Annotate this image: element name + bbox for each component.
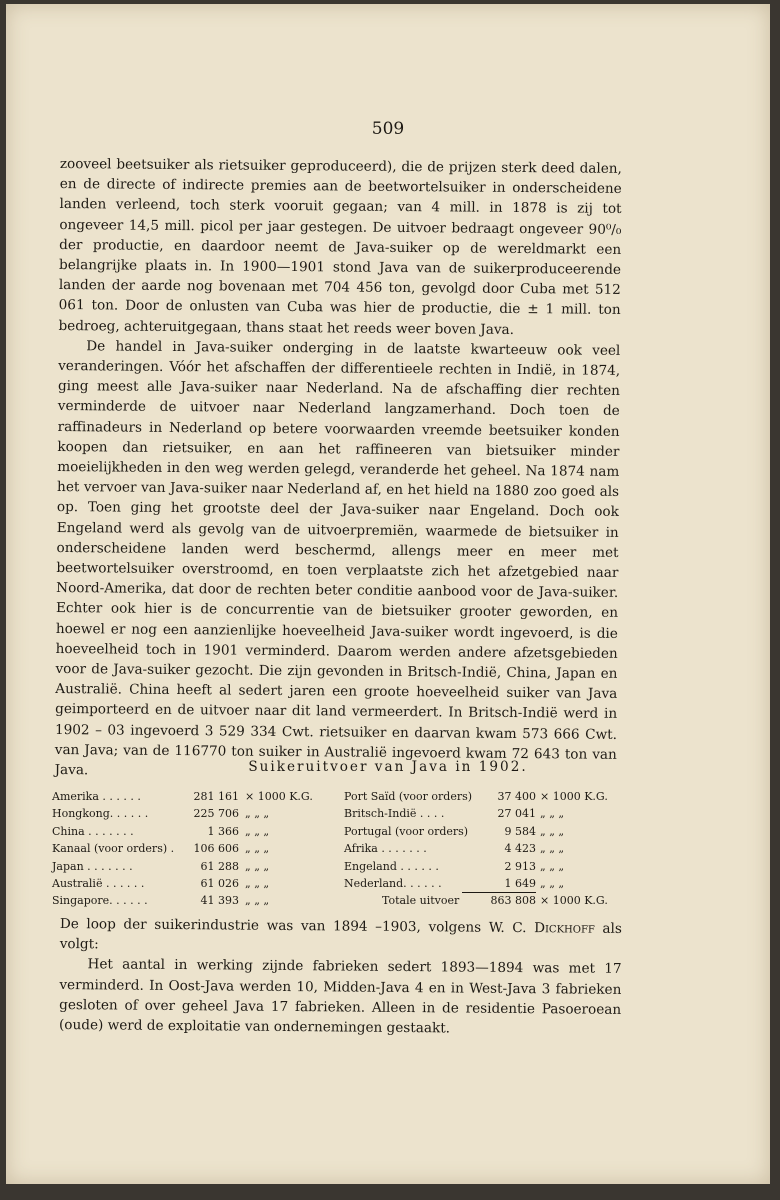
table-row: [344, 805, 634, 822]
export-value: 281 161: [193, 790, 239, 803]
table-row: [52, 823, 307, 840]
table-total-row: [344, 892, 634, 909]
export-value: 61 288: [200, 859, 239, 873]
page-number: 509: [371, 119, 405, 139]
unit: „ „ „: [245, 807, 270, 821]
country-name: Kanaal (voor orders) .: [52, 842, 175, 856]
export-value: 225 706: [193, 807, 239, 821]
table-row: [344, 788, 634, 805]
table-row: [52, 805, 307, 822]
unit: „ „ „: [540, 842, 565, 856]
export-value: 9 584: [504, 824, 536, 838]
export-table: [52, 788, 628, 908]
total-label: Totale uitvoer: [382, 894, 460, 908]
unit: × 1000 K.G.: [245, 790, 313, 803]
paragraph-2: De handel in Java-suiker onderging in de laatste kwarteeuw ook veel veranderingen. Vóór het afschaffen der differentieele rechten in Indië, in 1874, ging meest alle Java-suiker naar Nederland. Na de afschaffing dier rechten verminderde de uitvoer naar Nederland langzamerhand. Doch toen de raffinadeurs in Nederland op betere voorwaarden vreemde beetsuiker konden koopen dan rietsuiker, en aan het raffineeren van bietsuiker minder moeielijkheden in den weg werden gelegd, veranderde het geheel. Na 1874 nam het vervoer van Java-suiker naar Nederland af, en het hield na 1880 zoo goed als op. Toen ging het grootste deel der Java-suiker naar Engeland. Doch ook Engeland werd als gevolg van de uitvoerpremiën, waarmede de bietsuiker in onderscheidene landen werd beschermd, allengs meer en meer met beetwortelsuiker overstroomd, en toen verplaatste zich het afzetgebied naar Noord-Amerika, dat door de rechten beter conditie aanbood voor de Java-suiker. Echter ook hier is de concurrentie van de bietsuiker grooter geworden, en hoewel er nog een aanzienlijke hoeveelheid Java-suiker wordt ingevoerd, is die hoeveelheid toch in 1901 verminderd. Daarom werden andere afzetsgebieden voor de Java-suiker gezocht. Die zijn gevonden in Britsch-Indië, China, Japan en Australië. China heeft al sedert jaren een groote hoeveelheid suiker van Java geimporteerd en de uitvoer naar dit land vermeerdert. In Britsch-Indië werd in 1902 – 03 ingevoerd 3 529 334 Cwt. rietsuiker en daarvan kwam 573 666 Cwt. van Java; van de 116770 ton suiker in Australië ingevoerd kwam 72 643 ton van Java.: [54, 338, 621, 779]
unit: „ „ „: [245, 876, 270, 890]
paragraph-1: zooveel beetsuiker als rietsuiker geproduceerd), die de prijzen sterk deed dalen, en de directe of indirecte premies aan de beetwortelsuiker in onderscheidene landen verleend, toch sterk vooruit gegaan; van 4 mill. in 1878 is zij tot ongeveer 14,5 mill. picol per jaar gestegen. De uitvoer bedraagt ongeveer 90⁰/₀ der productie, en daardoor neemt de Java-suiker op de wereldmarkt een belangrijke plaats in. In 1900—1901 stond Java van de suikerproduceerende landen der aarde nog bovenaan met 704 456 ton, gevolgd door Cuba met 512 061 ton. Door de onlusten van Cuba was hier de productie, die ± 1 mill. ton bedroeg, achteruitgegaan, thans staat het reeds weer boven Java.: [58, 155, 622, 338]
table-row: [344, 858, 634, 875]
table-right-column: [344, 788, 634, 910]
unit: „ „ „: [540, 807, 565, 821]
table-title: Suikeruitvoer van Java in 1902.: [248, 759, 528, 775]
unit: „ „ „: [540, 876, 565, 890]
table-row: [52, 788, 313, 805]
export-value: 1 649: [462, 875, 536, 893]
export-value: 1 366: [207, 824, 239, 838]
lower-text: [59, 914, 622, 1040]
export-value: 27 041: [497, 807, 536, 821]
unit: „ „ „: [245, 842, 270, 856]
country-name: China . . . . . . .: [52, 824, 134, 838]
table-row: [52, 840, 307, 857]
table-row: [52, 875, 307, 892]
country-name: Port Saïd (voor orders): [344, 790, 473, 803]
unit: „ „ „: [245, 824, 270, 838]
total-unit: × 1000 K.G.: [540, 894, 608, 908]
country-name: Engeland . . . . . .: [344, 859, 439, 873]
unit: × 1000 K.G.: [540, 790, 608, 803]
country-name: Amerika . . . . . .: [52, 790, 141, 803]
table-left-column: [52, 788, 313, 910]
unit: „ „ „: [245, 859, 270, 873]
book-page: [6, 4, 770, 1184]
paragraph-3-start: De loop der suikerindustrie was van 1894 –1903, volgens W. C.: [59, 915, 535, 937]
export-value: 37 400: [497, 790, 536, 803]
table-row: [344, 875, 634, 892]
country-name: Portugal (voor orders): [344, 824, 469, 838]
paragraph-3-end: als volgt:: [59, 920, 622, 953]
export-value: 106 606: [193, 842, 239, 856]
export-value: 4 423: [504, 842, 536, 856]
table-row: [52, 892, 307, 909]
export-value: 61 026: [200, 876, 239, 890]
country-name: Japan . . . . . . .: [52, 859, 133, 873]
country-name: Australië . . . . . .: [52, 876, 145, 890]
unit: „ „ „: [540, 824, 565, 838]
export-value: 41 393: [200, 894, 239, 908]
main-text: [55, 154, 622, 785]
country-name: Nederland. . . . . .: [344, 876, 442, 890]
country-name: Afrika . . . . . . .: [344, 842, 427, 856]
country-name: Singapore. . . . . .: [52, 894, 148, 908]
table-row: [344, 840, 634, 857]
total-value: 863 808: [490, 894, 536, 908]
paragraph-3: [60, 914, 622, 959]
country-name: Britsch-Indië . . . .: [344, 807, 445, 821]
export-value: 2 913: [504, 859, 536, 873]
author-name: Dickhoff: [534, 920, 595, 937]
unit: „ „ „: [540, 859, 565, 873]
paragraph-4: Het aantal in werking zijnde fabrieken sedert 1893—1894 was met 17 verminderd. In Oost-Java werden 10, Midden-Java 4 en in West-Java 3 fabrieken gesloten of over geheel Java 17 fabrieken. Alleen in de residentie Pasoeroean (oude) werd de exploitatie van ondernemingen gestaakt.: [58, 956, 622, 1037]
country-name: Hongkong. . . . . .: [52, 807, 149, 821]
unit: „ „ „: [245, 894, 270, 908]
table-row: [344, 823, 634, 840]
table-row: [52, 858, 307, 875]
